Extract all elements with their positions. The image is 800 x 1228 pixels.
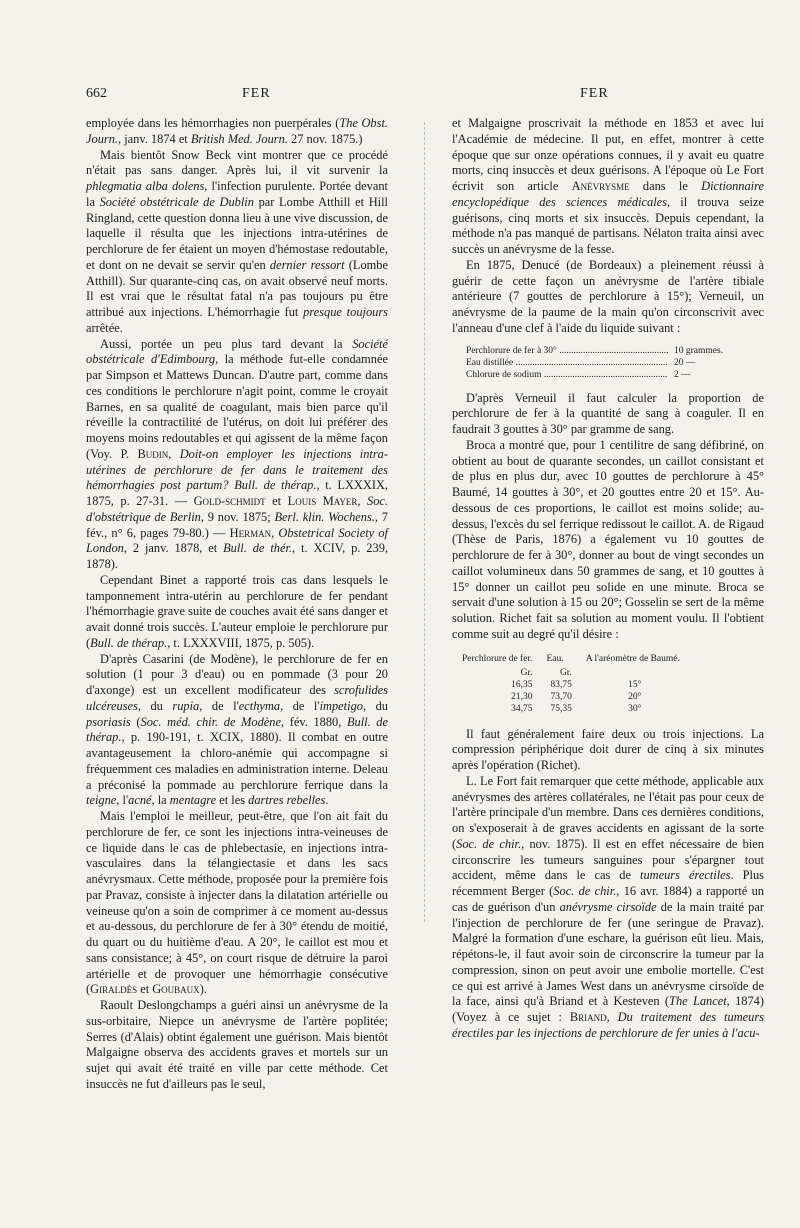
table-cell: 16,35 xyxy=(511,679,533,690)
formula-block xyxy=(466,345,764,381)
table-header-eau: Eau. xyxy=(546,653,564,664)
paragraph: Mais l'emploi le meilleur, peut-être, que l'on ait fait du perchlorure de fer, ce sont les injections intra-veineuses de ce liquide dans le cas de phlebectasie, en injections intra-vasculaires dans la télangiectasie et dans les sacs anévrysmaux. Cette méthode, proposée pour la première fois par Pravaz, consiste à injecter dans la dilatation artérielle ou veineuse qu'on a soin de comprimer à ce moment au-dessus et au-dessous, du perchlorure de fer à 30° étendu de moitié, du quart ou du huitième d'eau. A 20°, le caillot est mou et sans consistance; à 45°, on court risque de détruire la paroi artérielle et de provoquer une hémorrhagie consécutive (Giraldès et Goubaux). xyxy=(86,809,388,997)
paragraph: et Malgaigne proscrivait la méthode en 1853 et avec lui l'Académie de médecine. Il put, en effet, montrer à cette époque que sur onze opérations connues, il y avait eu quatre morts, cinq insuccès et deux guérisons. A l'époque où Le Fort écrivit son article Anévrysme dans le Dictionnaire encyclopédique des sciences médicales, il trouva seize guérisons, cinq morts et six insuccès. Depuis cependant, la méthode n'a pas manqué de partisans. Nélaton traita ainsi avec succès un anévrysme de la fesse. xyxy=(452,116,764,256)
table-cell: 83,75 xyxy=(550,679,572,690)
table-cell: 15° xyxy=(628,679,642,690)
paragraph: Mais bientôt Snow Beck vint montrer que ce procédé n'était pas sans danger. Après lui, il vit survenir la phlegmatia alba dolens, l'infection purulente. Portée devant la Société obstétricale de Dublin par Lombe Atthill et Hill Ringland, cette question donna lieu à une vive discussion, de laquelle il résulta que les injections intra-utérines de perchlorure de fer étaient un moyen d'hémostase redoutable, et dont on ne devait se servir qu'en dernier ressort (Lombe Atthill). Sur quarante-cinq cas, on avait observé neuf morts. Il est vrai que le résultat fatal n'a pas toujours pu être attribué aux injections. L'hémorrhagie fut presque toujours arrêtée. xyxy=(86,147,388,335)
table-unit: Gr. xyxy=(559,667,572,678)
paragraph: Raoult Deslongchamps a guéri ainsi un anévrysme de la sus-orbitaire, Niepce un anévrysme de l'artère poplitée; Serres (d'Alais) obtint également une guérison. Mais bientôt Malgaigne observa des accidents graves et mortels sur un sujet qui avait été traité en ville par cette méthode. Cet insuccès ne fut d'ailleurs pas le seul, xyxy=(86,998,388,1091)
table-row xyxy=(462,691,694,703)
page-number: 662 xyxy=(86,86,107,101)
paragraph: Cependant Binet a rapporté trois cas dans lesquels le tamponnement intra-utérin au perchlorure de fer pendant l'hémorrhagie grave suite de couches avait été sans danger et avait donné trois succès. L'auteur emploie le perchlorure pur (Bull. de thérap., t. LXXXVIII, 1875, p. 505). xyxy=(86,572,388,650)
table-cell: 30° xyxy=(628,703,642,714)
table-unit: Gr. xyxy=(520,667,533,678)
right-column-text-c xyxy=(452,727,764,1042)
solution-table xyxy=(462,653,694,715)
formula-amount: 20 — xyxy=(674,357,696,368)
right-column xyxy=(452,116,764,1042)
formula-amount: 10 grammes. xyxy=(674,345,724,356)
page-header xyxy=(0,86,800,106)
table-unit xyxy=(586,667,694,679)
formula-row xyxy=(466,357,764,369)
paragraph: Il faut généralement faire deux ou trois injections. La compression périphérique doit durer de cinq à six minutes après l'opération (Richet). xyxy=(452,726,764,772)
table-header-perchlorure: Perchlorure de fer. xyxy=(462,653,533,664)
paragraph: employée dans les hémorrhagies non puerpérales (The Obst. Journ., janv. 1874 et British Med. Journ. 27 nov. 1875.) xyxy=(86,116,388,146)
table-row xyxy=(462,679,694,691)
paragraph: Broca a montré que, pour 1 centilitre de sang défibriné, on obtient au bout de quarante secondes, un caillot consistant et de plus en plus dur, avec 10 gouttes de perchlorure à 45° Baumé, 14 gouttes à 30°, et 20 gouttes entre 20 et 15°. Au-dessous de ces proportions, le caillot est moins solide; au-dessus, l'excès du sel ferrique redissout le caillot. A. de Rigaud (Thèse de Paris, 1876) a également vu 10 gouttes de perchlorure de fer à 30°, donner au bout de vingt secondes un caillot volumineux dans 50 grammes de sang, et 10 gouttes à 15° donner un caillot peu solide en une minute. Broca se servait d'une solution à 15 ou 20°; Gosselin se sert de la même solution. Richet fait sa solution au moment voulu. Il l'obtient comme suit au degré qu'il désire : xyxy=(452,437,764,641)
formula-row xyxy=(466,345,764,357)
formula-row xyxy=(466,369,764,381)
column-divider xyxy=(424,122,426,922)
formula-amount: 2 — xyxy=(674,369,691,380)
paragraph: D'après Verneuil il faut calculer la proportion de perchlorure de fer à la quantité de sang à coaguler. Il en faudrait 3 gouttes à 30° par gramme de sang. xyxy=(452,390,764,436)
formula-ingredient: Perchlorure de fer à 30° ..... xyxy=(466,345,668,357)
paragraph: L. Le Fort fait remarquer que cette méthode, applicable aux anévrysmes des artères collatérales, ne l'était pas pour ceux de l'artère principale d'un membre. Dans ces dernières conditions, on s'exposerait à de graves accidents en agissant de la sorte (Soc. de chir., nov. 1875). Il est en effet nécessaire de bien circonscrire les tumeurs sanguines pour s'épargner tout accident, même dans le cas de tumeurs érectiles. Plus récemment Berger (Soc. de chir., 16 avr. 1884) a rapporté un cas de guérison d'un anévrysme cirsoïde de la main traité par l'injection de perchlorure de fer (une seringue de Pravaz). Malgré la formation d'une eschare, la guérison eût lieu. Mais, répétons-le, il faut avoir soin de circonscrire la tumeur par la compression, sinon on peut avoir une embolie mortelle. C'est ce qui est arrivé à James West dans un anévrysme cirsoïde de la face, ainsi qu'à Briand et à Kesteven (The Lancet, 1874) (Voyez à ce sujet : Briand, Du traitement des tumeurs érectiles par les injections de perchlorure de fer unies à l'acu- xyxy=(452,773,765,1040)
table-cell: 21,30 xyxy=(511,691,533,702)
paragraph: D'après Casarini (de Modène), le perchlorure de fer en solution (1 pour 3 d'eau) ou en pommade (3 pour 20 d'axonge) est un excellent modificateur des scrofulides ulcéreuses, du rupia, de l'ecthyma, de l'impetigo, du psoriasis (Soc. méd. chir. de Modène, fév. 1880, Bull. de thérap., p. 190-191, t. XCIX, 1880). Il combat en outre avantageusement la chloro-anémie qui accompagne si fréquemment ces maladies en administration interne. Deleau a préconisé la pommade au perchlorure ferrique dans la teigne, l'acné, la mentagre et les dartres rebelles. xyxy=(86,651,388,808)
table-cell: 20° xyxy=(628,691,642,702)
table-cell: 75,35 xyxy=(550,703,572,714)
left-column xyxy=(86,116,388,1093)
table-cell: 73,70 xyxy=(550,691,572,702)
right-column-text-b xyxy=(452,391,764,643)
table-header-row xyxy=(462,653,694,667)
running-head-right: FER xyxy=(580,86,609,101)
paragraph: En 1875, Denucé (de Bordeaux) a pleinement réussi à guérir de cette façon un anévrysme de l'artère tibiale antérieure (7 gouttes de perchlorure à 15°); Verneuil, un anévrysme de la paume de la main qu'on circonscrivit avec l'anneau d'une clef à l'aide du liquide suivant : xyxy=(452,257,764,335)
running-head-left: FER xyxy=(242,86,271,101)
formula-ingredient: Chlorure de sodium ..... xyxy=(466,369,668,381)
right-column-text-a xyxy=(452,116,764,337)
table-units-row xyxy=(462,667,694,679)
table-cell: 34,75 xyxy=(511,703,533,714)
paragraph: Aussi, portée un peu plus tard devant la Société obstétricale d'Edimbourg, la méthode fut-elle condamnée par Simpson et Mattews Duncan. D'autre part, comme dans ces conditions le perchlorure n'agit point, comme le croyait Barnes, en sa qualité de coagulant, mais bien parce qu'il réveille la contractilité de l'utérus, on doit lui préférer des moyens moins redoutables et qui agissent de la même façon (Voy. P. Budin, Doit-on employer les injections intra-utérines de perchlorure de fer dans le traitement des hémorrhagies post partum? Bull. de thérap., t. LXXXIX, 1875, p. 27-31. — Gold-schmidt et Louis Mayer, Soc. d'obstétrique de Berlin, 9 nov. 1875; Berl. klin. Wochens., 7 fév., n° 6, pages 79-80.) — Herman, Obstetrical Society of London, 2 janv. 1878, et Bull. de thér., t. XCIV, p. 239, 1878). xyxy=(86,336,388,571)
table-header-baume: A l'aréomètre de Baumé. xyxy=(585,653,680,664)
table-row xyxy=(462,703,694,715)
formula-ingredient: Eau distillée ..... xyxy=(466,357,668,369)
